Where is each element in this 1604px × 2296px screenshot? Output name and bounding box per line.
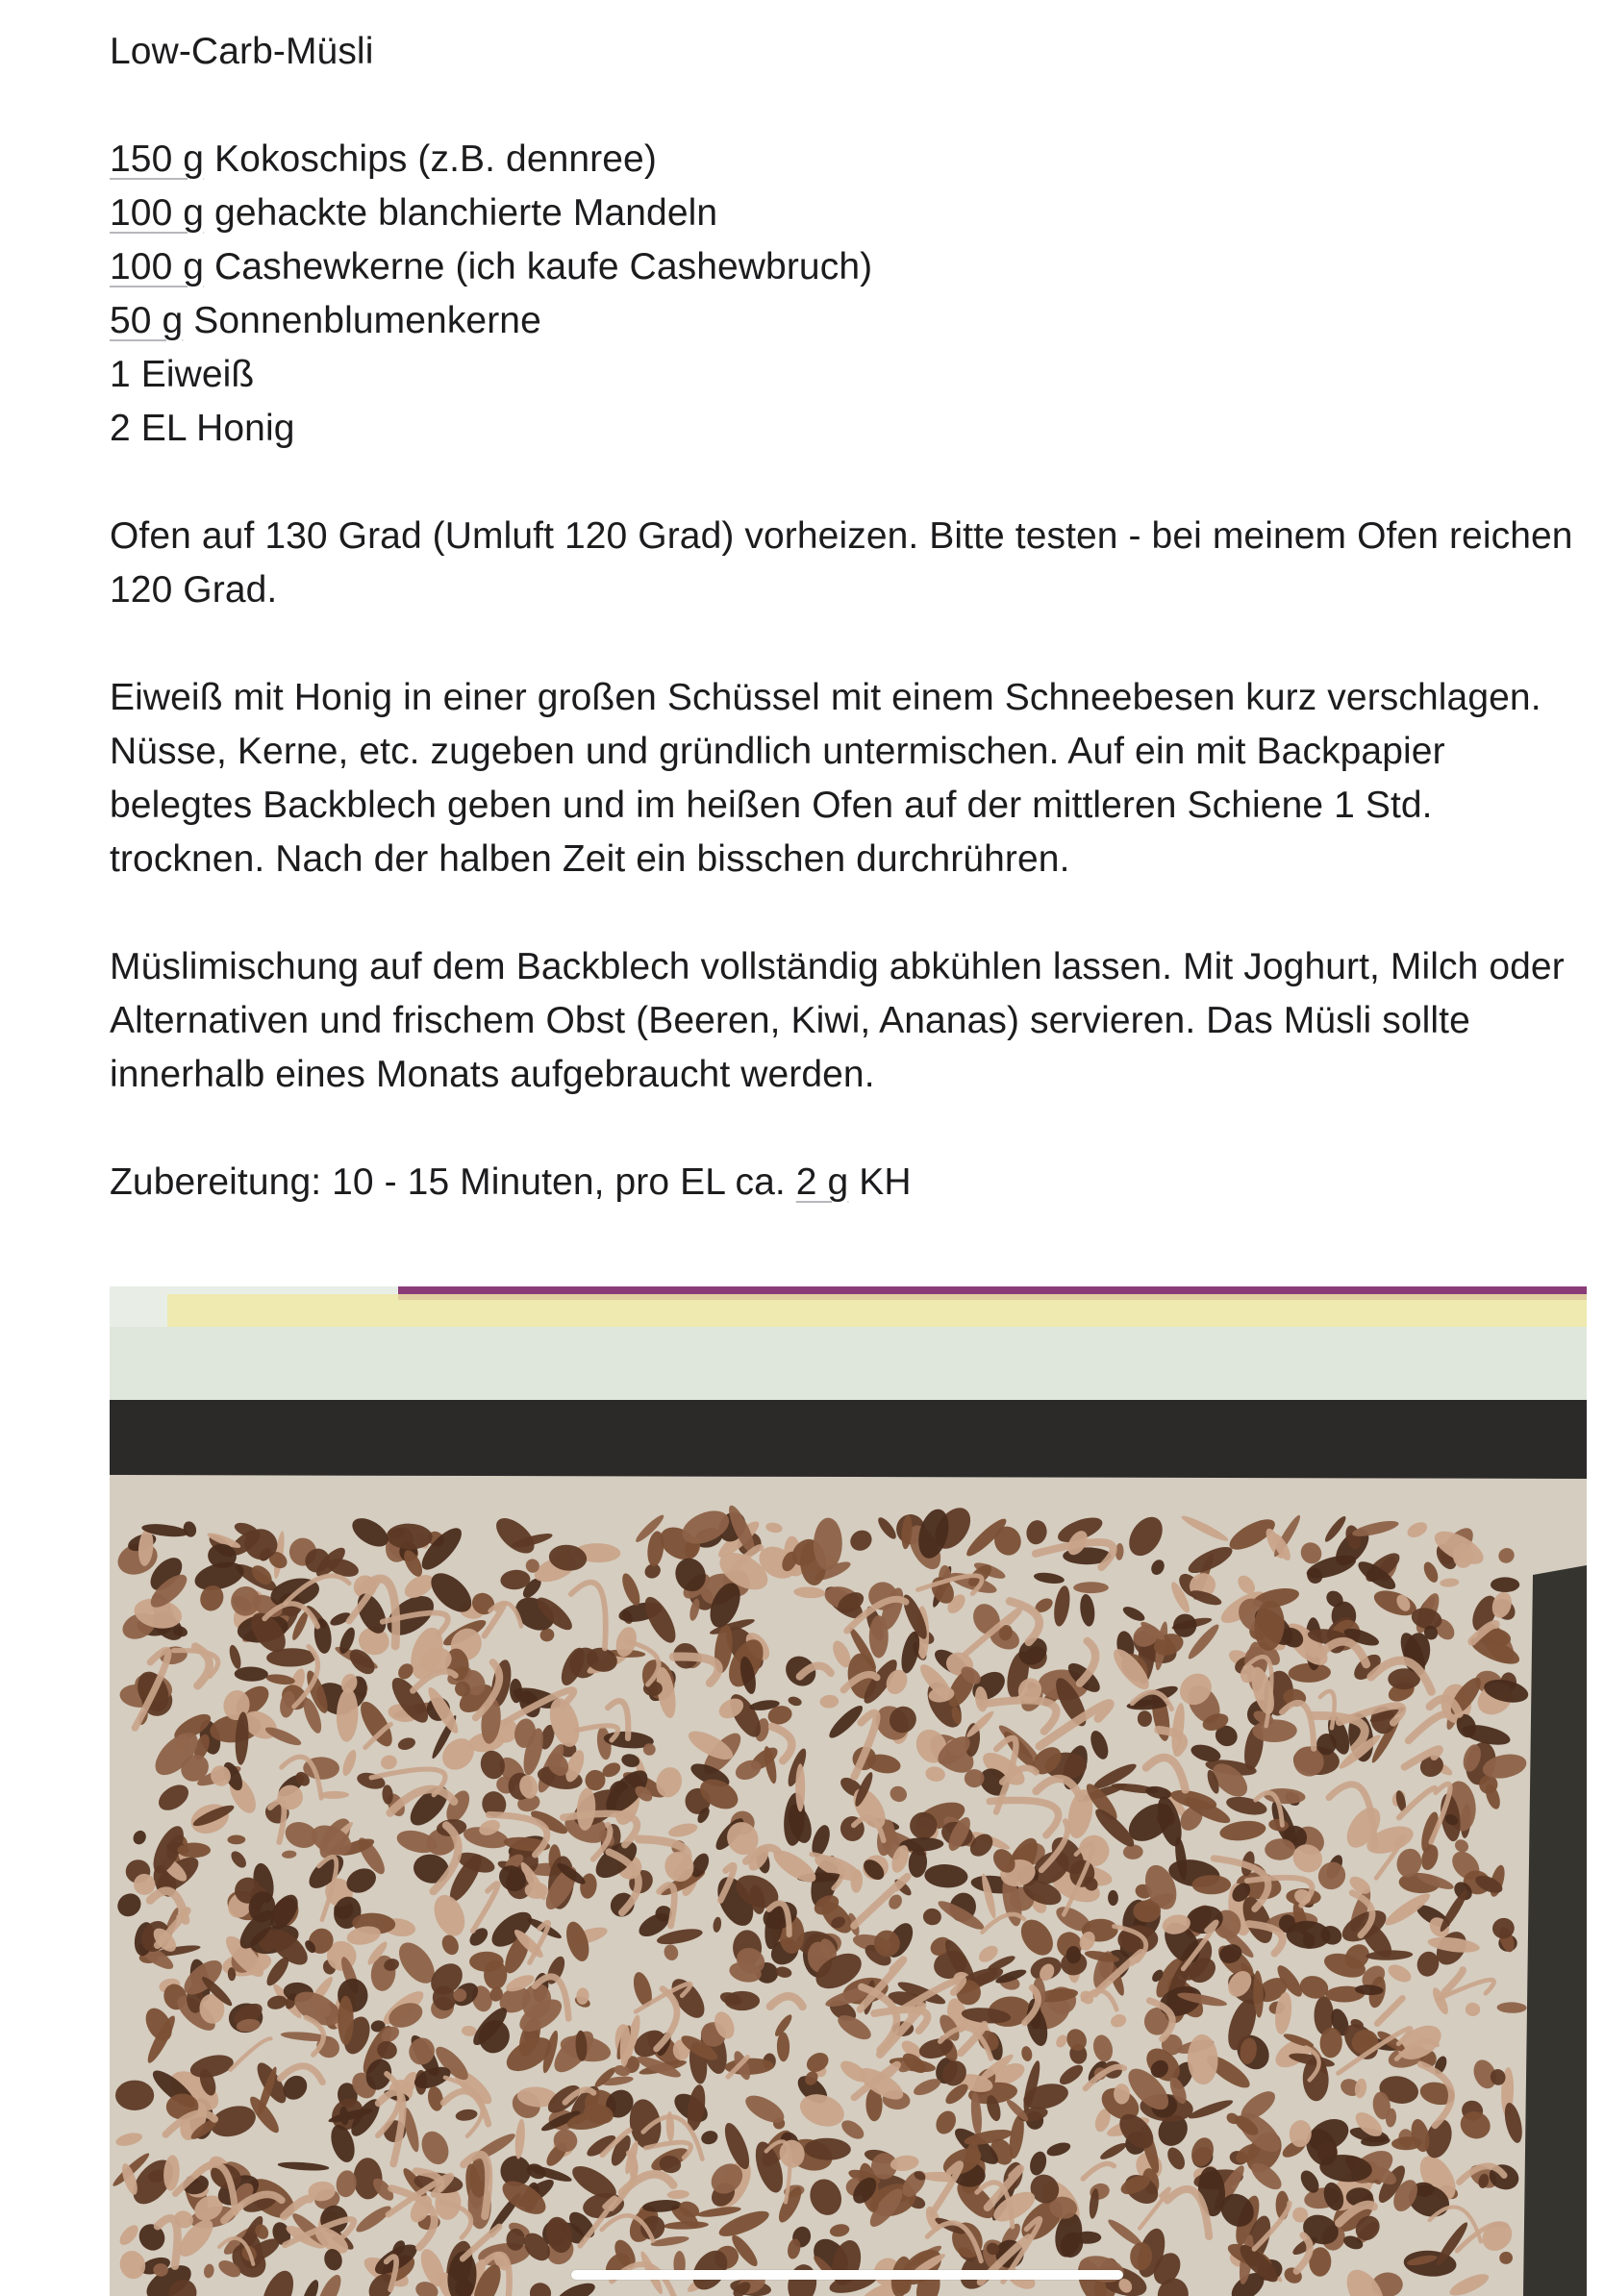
granola-piece — [469, 1952, 504, 1972]
granola-piece — [1192, 1875, 1232, 1894]
home-indicator[interactable] — [571, 2270, 1123, 2280]
granola-piece — [725, 1991, 761, 2010]
ingredient-line — [110, 294, 1591, 348]
granola-piece — [338, 1996, 353, 2045]
ingredient-line — [110, 348, 1591, 402]
towel-fold — [110, 1327, 1587, 1404]
towel-band — [167, 1294, 1587, 1327]
quantity-link[interactable]: 50 g — [110, 300, 184, 341]
prep-info — [110, 1156, 1591, 1210]
step-mix-bake: Eiweiß mit Honig in einer großen Schüssel mit einem Schneebesen kurz verschlagen. Nüsse, Kerne, etc. zugeben und gründlich untermischen. Auf ein mit Backpapier belegtes Backblech geben und im heißen Ofen auf der mittleren Schiene 1 Std. trocknen. Nach der halben Zeit ein bisschen durchrühren. — [110, 677, 1541, 880]
ingredient-line — [110, 240, 1591, 294]
blank-line — [110, 1102, 1591, 1156]
ingredient-line — [110, 187, 1591, 240]
blank-line — [110, 886, 1591, 940]
granola-piece — [115, 2081, 154, 2110]
ingredient-text: 2 EL Honig — [110, 408, 295, 449]
blank-line — [110, 617, 1591, 671]
quantity-link[interactable]: 100 g — [110, 246, 205, 287]
ingredient-text: 1 Eiweiß — [110, 354, 255, 395]
ingredient-list — [110, 133, 1591, 456]
blank-line — [110, 79, 1591, 133]
note-body[interactable] — [110, 25, 1591, 1210]
granola-piece — [1073, 1582, 1109, 1593]
quantity-link[interactable]: 2 g — [795, 1161, 849, 1203]
ingredient-text: gehackte blanchierte Mandeln — [204, 192, 718, 234]
granola-piece — [1491, 1577, 1519, 1592]
note-title: Low-Carb-Müsli — [110, 31, 374, 72]
quantity-link[interactable]: 150 g — [110, 138, 205, 180]
step-cool-serve: Müslimischung auf dem Backblech vollständig abkühlen lassen. Mit Joghurt, Milch oder Alternativen und frischem Obst (Beeren, Kiwi, Ananas) servieren. Das Müsli sollte innerhalb eines Monats aufgebraucht werden. — [110, 946, 1565, 1095]
step-preheat: Ofen auf 130 Grad (Umluft 120 Grad) vorheizen. Bitte testen - bei meinem Ofen reichen 120 Grad. — [110, 515, 1573, 611]
ingredient-text: Cashewkerne (ich kaufe Cashewbruch) — [204, 246, 873, 287]
granola-photo[interactable] — [110, 1286, 1587, 2296]
granola-piece — [795, 1763, 805, 1811]
tray-edge — [1523, 1565, 1587, 2296]
ingredient-line — [110, 133, 1591, 187]
ingredient-text: Sonnenblumenkerne — [183, 300, 541, 341]
granola-piece — [1138, 1710, 1152, 1727]
quantity-link[interactable]: 100 g — [110, 192, 205, 234]
prep-prefix: Zubereitung: 10 - 15 Minuten, pro EL ca. — [110, 1161, 796, 1203]
granola-tray-image — [110, 1286, 1587, 2296]
ingredient-line — [110, 402, 1591, 456]
granola-piece — [1133, 1900, 1161, 1922]
prep-suffix: KH — [848, 1161, 912, 1203]
granola-piece — [869, 1615, 889, 1658]
granola-piece — [177, 1843, 211, 1859]
blank-line — [110, 456, 1591, 510]
ingredient-text: Kokoschips (z.B. dennree) — [204, 138, 657, 180]
